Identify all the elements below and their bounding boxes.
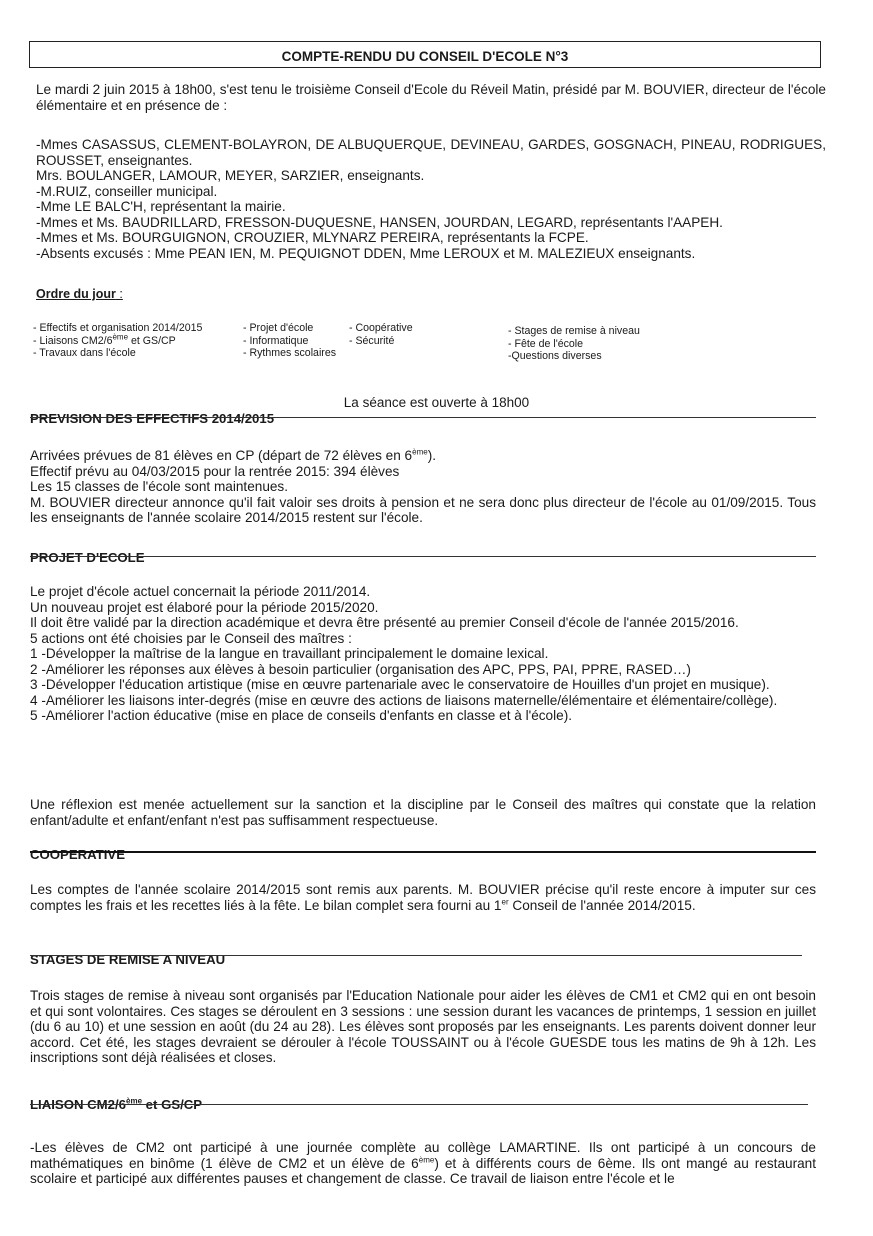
attendee-line: Mrs. BOULANGER, LAMOUR, MEYER, SARZIER, enseignants. (36, 168, 425, 183)
cooperative-sup: er (501, 896, 509, 906)
attendee-line: -Mme LE BALC'H, représentant la mairie. (36, 199, 286, 214)
document-title: COMPTE-RENDU DU CONSEIL D'ECOLE N°3 (29, 41, 821, 68)
effectifs-sup: ème (412, 447, 428, 457)
attendees-list (36, 137, 826, 261)
effectifs-line: Les 15 classes de l'école sont maintenues. (30, 479, 289, 494)
agenda-column-3 (349, 322, 413, 347)
projet-line: 4 -Améliorer les liaisons inter-degrés (mise en œuvre des actions de liaisons maternelle/élémentaire et élémentaire/collège). (30, 692, 778, 708)
agenda-colon: : (115, 287, 123, 301)
projet-line: Un nouveau projet est élaboré pour la période 2015/2020. (30, 599, 379, 615)
projet-line: Il doit être validé par la direction académique et devra être présenté au premier Conseil d'école de l'année 2015/2016. (30, 615, 739, 630)
section-divider (30, 417, 816, 418)
agenda-item-text: - Liaisons CM2/6 (33, 334, 113, 347)
liaison-title-b: et GS/CP (142, 1097, 203, 1112)
attendee-line: -M.RUIZ, conseiller municipal. (36, 183, 218, 199)
effectifs-line: Effectif prévu au 04/03/2015 pour la rentrée 2015: 394 élèves (30, 463, 400, 479)
section-divider (30, 955, 802, 956)
effectifs-text: Arrivées prévues de 81 élèves en CP (départ de 72 élèves en 6 (30, 448, 413, 463)
cooperative-text (30, 882, 816, 913)
cooperative-text-b: Conseil de l'année 2014/2015. (508, 897, 696, 913)
agenda-title (36, 287, 123, 303)
liaison-text-b: ) et à différents cours de 6ème. Ils ont mangé au restaurant scolaire et participé aux différentes pauses et changement de classe. Ce travail de liaison entre l'école et le (30, 1155, 816, 1186)
agenda-item: - Stages de remise à niveau (508, 325, 640, 337)
effectifs-text-end: ). (427, 448, 436, 463)
projet-line: Le projet d'école actuel concernait la période 2011/2014. (30, 584, 371, 599)
agenda-item: -Questions diverses (508, 350, 602, 362)
attendee-line: -Absents excusés : Mme PEAN IEN, M. PEQUIGNOT DDEN, Mme LEROUX et M. MALEZIEUX enseignants. (36, 245, 696, 261)
cooperative-text-a: Les comptes de l'année scolaire 2014/2015 sont remis aux parents. M. BOUVIER précise qu'il reste encore à imputer sur ces comptes les frais et les recettes liés à la fête. Le bilan complet sera fourni au 1 (30, 882, 816, 913)
projet-line: 5 -Améliorer l'action éducative (mise en place de conseils d'enfants en classe et à l'école). (30, 708, 572, 723)
projet-line: 1 -Développer la maîtrise de la langue en travaillant principalement le domaine lexical. (30, 646, 549, 661)
agenda-item: - Informatique (243, 334, 309, 347)
stages-text: Trois stages de remise à niveau sont organisés par l'Education Nationale pour aider les élèves de CM1 et CM2 qui en ont besoin et qui sont volontaires. Ces stages se déroulent en 3 sessions : une session durant les vacances de printemps, 1 session en juillet (du 6 au 10) et une session en août (du 24 au 28). Les élèves sont proposés par les enseignants. Les parents doivent donner leur accord. Cet été, les stages devraient se dérouler à l'école TOUSSAINT ou à l'école GUESDE tous les matins de 9h à 12h. Les inscriptions sont déjà réalisées et closes. (30, 988, 816, 1065)
section-title-stages: STAGES DE REMISE A NIVEAU (30, 952, 226, 967)
section-divider (30, 1104, 808, 1105)
projet-line: 3 -Développer l'éducation artistique (mise en œuvre partenariale avec le conservatoire de Houilles d'un projet en musique). (30, 677, 770, 692)
agenda-title-text: Ordre du jour (36, 287, 116, 301)
agenda-item-tail: et GS/CP (128, 334, 176, 347)
agenda-item: - Travaux dans l'école (33, 347, 136, 359)
effectifs-line (30, 448, 816, 464)
section-divider (30, 556, 816, 557)
agenda-column-4 (508, 325, 640, 363)
projet-body (30, 584, 816, 724)
attendee-line: -Mmes et Ms. BOURGUIGNON, CROUZIER, MLYNARZ PEREIRA, représentants la FCPE. (36, 230, 589, 245)
agenda-column-2 (243, 322, 336, 360)
section-title-effectifs: PREVISION DES EFFECTIFS 2014/2015 (30, 411, 275, 426)
liaison-text-a: -Les élèves de CM2 ont participé à une journée complète au collège LAMARTINE. Ils ont participé à un concours de mathématiques en binôme (1 élève de CM2 et un élève de 6 (30, 1140, 816, 1171)
liaison-text (30, 1140, 816, 1187)
liaison-title-sup: ème (126, 1096, 143, 1106)
section-title-projet: PROJET D'ECOLE (30, 550, 145, 565)
agenda-item: - Rythmes scolaires (243, 347, 337, 359)
projet-line: 2 -Améliorer les réponses aux élèves à besoin particulier (organisation des APC, PPS, PAI, PPRE, RASED…) (30, 661, 691, 677)
attendee-line: -Mmes CASASSUS, CLEMENT-BOLAYRON, DE ALBUQUERQUE, DEVINEAU, GARDES, GOSGNACH, PINEAU, RODRIGUES, ROUSSET, enseignantes. (36, 137, 826, 168)
effectifs-body (30, 448, 816, 526)
agenda-item: - Fête de l'école (508, 337, 584, 350)
agenda-item (33, 331, 202, 348)
effectifs-line: M. BOUVIER directeur annonce qu'il fait valoir ses droits à pension et ne sera donc plus directeur de l'école au 01/09/2015. Tous les enseignants de l'année scolaire 2014/2015 restent sur l'école. (30, 494, 816, 525)
liaison-title-a: LIAISON CM2/6 (30, 1097, 126, 1112)
agenda-item: - Sécurité (349, 334, 395, 347)
agenda-sup: ème (112, 331, 129, 341)
agenda-column-1 (33, 322, 202, 360)
section-title-cooperative: COOPERATIVE (30, 847, 126, 862)
section-divider (30, 851, 816, 853)
attendee-line: -Mmes et Ms. BAUDRILLARD, FRESSON-DUQUESNE, HANSEN, JOURDAN, LEGARD, représentants l'AAPEH. (36, 214, 723, 230)
intro-paragraph: Le mardi 2 juin 2015 à 18h00, s'est tenu le troisième Conseil d'Ecole du Réveil Matin, présidé par M. BOUVIER, directeur de l'école élémentaire et en présence de : (36, 82, 826, 113)
agenda-item: - Effectifs et organisation 2014/2015 (33, 322, 203, 334)
agenda-item: - Projet d'école (243, 322, 314, 334)
agenda-item: - Coopérative (349, 322, 413, 334)
projet-reflexion: Une réflexion est menée actuellement sur la sanction et la discipline par le Conseil des maîtres qui constate que la relation enfant/adulte et enfant/enfant n'est pas suffisamment respectueuse. (30, 797, 816, 828)
liaison-sup: ème (418, 1154, 435, 1164)
projet-line: 5 actions ont été choisies par le Conseil des maîtres : (30, 630, 352, 646)
seance-opening: La séance est ouverte à 18h00 (343, 395, 530, 410)
